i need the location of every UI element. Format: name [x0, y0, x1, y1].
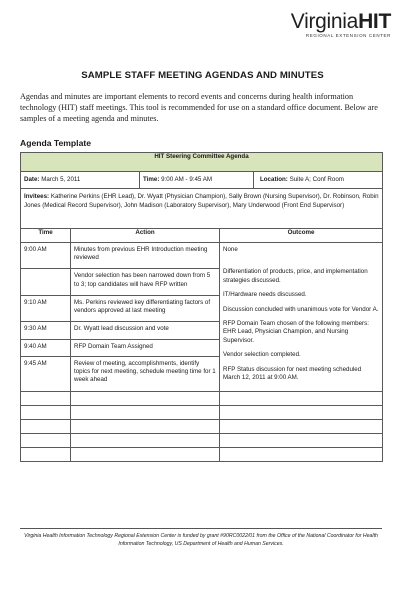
agenda-header: HIT Steering Committee Agenda: [21, 153, 383, 172]
intro-paragraph: Agendas and minutes are important elements to record events and concerns during health information technology (HIT) staff meetings. This tool is recommended for use on a standard office document. Below are samples of a meeting agenda and minutes.: [20, 92, 378, 123]
blank-row: [21, 434, 383, 448]
blank-row: [21, 406, 383, 420]
row-time: 9:00 AM: [21, 243, 71, 269]
location-cell: [254, 172, 344, 188]
outcome-cell: [220, 243, 383, 392]
agenda-row: [21, 243, 383, 269]
invitees-cell: [21, 189, 383, 229]
outcome-item: None: [223, 246, 238, 253]
footer-note: Virginia Health Information Technology Regional Extension Center is funded by grant #90RC0022/01 from the Office of the National Coordinator for Health Information Technology, US Department of Health and Human Services.: [24, 533, 378, 547]
meta-row: [21, 172, 383, 189]
row-action: Ms. Perkins reviewed key differentiating factors of vendors approved at last meeting: [71, 295, 220, 321]
date-label: Date:: [24, 176, 40, 183]
logo-wordmark: [291, 12, 391, 32]
outcome-item: IT/Hardware needs discussed.: [223, 291, 307, 299]
row-time: 9:10 AM: [21, 295, 71, 321]
blank-row: [21, 392, 383, 406]
outcome-item: RFP Status discussion for next meeting scheduled March 12, 2011 at 9:00 AM.: [223, 365, 362, 382]
outcome-item: Differentiation of products, price, and implementation strategies discussed.: [223, 268, 368, 284]
date-value: March 5, 2011: [41, 176, 81, 183]
logo-prefix: Virginia: [290, 10, 359, 33]
document-title: SAMPLE STAFF MEETING AGENDAS AND MINUTES: [81, 70, 324, 81]
blank-row: [21, 448, 383, 462]
column-header-action: Action: [71, 229, 220, 243]
date-cell: [21, 172, 140, 188]
row-time: 9:30 AM: [21, 322, 71, 339]
agenda-table: [20, 152, 383, 462]
location-label: Location:: [260, 176, 288, 183]
time-cell: [140, 172, 254, 188]
row-time: 9:45 AM: [21, 356, 71, 392]
blank-row: [21, 420, 383, 434]
column-header-outcome: Outcome: [220, 229, 383, 243]
footer-divider: [20, 528, 382, 529]
outcome-item: Discussion concluded with unanimous vote for Vendor A.: [223, 305, 379, 313]
logo-bold: HIT: [358, 10, 391, 33]
outcome-item: RFP Domain Team chosen of the following members: EHR Lead, Physician Champion, and Nursing Supervisor.: [223, 320, 369, 344]
invitees-value: Katherine Perkins (EHR Lead), Dr. Wyatt (Physician Champion), Sally Brown (Nursing Supervisor), Dr. Robinson, Robin Jones (Medical Record Supervisor), John Madison (Laboratory Supervisor), Mary Underwood (Front End Supervisor): [24, 193, 379, 209]
section-title: Agenda Template: [20, 138, 91, 148]
outcome-item: Vendor selection completed.: [223, 351, 301, 359]
column-header-time: Time: [21, 229, 71, 243]
time-label: Time:: [143, 176, 160, 183]
row-action: Minutes from previous EHR Introduction meeting reviewed: [71, 243, 220, 269]
row-action: Vendor selection has been narrowed down from 5 to 3; top candidates will have RFP written: [71, 269, 220, 295]
invitees-label: Invitees:: [24, 193, 50, 200]
logo-subtitle: REGIONAL EXTENSION CENTER: [305, 33, 391, 38]
row-action: Review of meeting, accomplishments, identify topics for next meeting, schedule meeting time for 1 week ahead: [71, 356, 220, 392]
row-time: [21, 269, 71, 295]
location-value: Suite A; Conf Room: [289, 176, 344, 183]
row-action: RFP Domain Team Assigned: [71, 339, 220, 356]
virginia-hit-logo: [291, 12, 391, 38]
row-time: 9:40 AM: [21, 339, 71, 356]
time-value: 9:00 AM - 9:45 AM: [161, 176, 213, 183]
row-action: Dr. Wyatt lead discussion and vote: [71, 322, 220, 339]
